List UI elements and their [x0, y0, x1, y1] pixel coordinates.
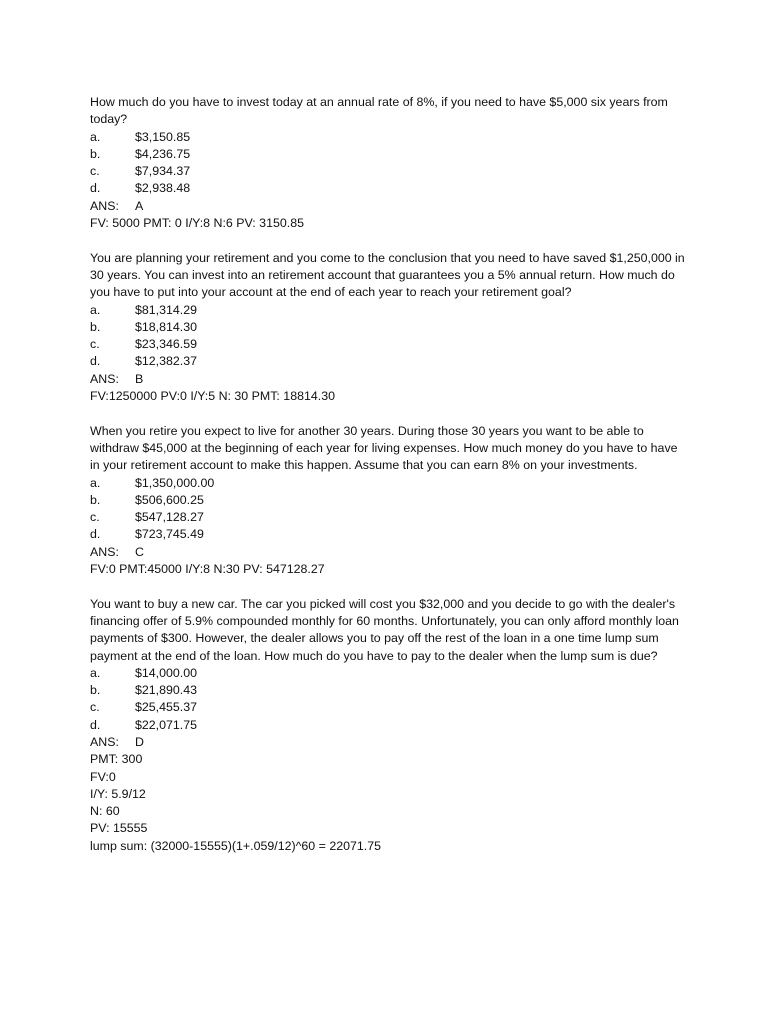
question-1-answer	[90, 198, 690, 215]
question-4-work-n: N: 60	[90, 804, 120, 819]
question-4-work-iy: I/Y: 5.9/12	[90, 786, 146, 801]
question-4-choice-b	[90, 682, 690, 699]
question-1-choice-d	[90, 180, 690, 197]
answer-letter: B	[135, 371, 144, 386]
question-3-choice-c	[90, 509, 690, 526]
question-4-choice-d	[90, 717, 690, 734]
question-2-choice-a	[90, 302, 690, 319]
choice-value: $21,890.43	[135, 683, 198, 698]
question-2-choice-b	[90, 319, 690, 336]
choice-letter: c.	[90, 510, 100, 525]
question-3-stem: When you retire you expect to live for another 30 years. During those 30 years you want to be able to withdraw $45,000 at the beginning of each year for living expenses. How much money do you have to have in your retirement account to make this happen. Assume that you can earn 8% on your investments.	[90, 423, 678, 473]
question-1	[90, 94, 690, 232]
answer-letter: A	[135, 198, 144, 213]
choice-letter: c.	[90, 700, 100, 715]
choice-value: $3,150.85	[135, 129, 191, 144]
choice-value: $4,236.75	[135, 146, 191, 161]
question-4-answer	[90, 734, 690, 751]
question-1-work-line: FV: 5000 PMT: 0 I/Y:8 N:6 PV: 3150.85	[90, 216, 304, 231]
choice-letter: a.	[90, 302, 101, 317]
answer-letter: D	[135, 734, 144, 749]
question-2-choice-c	[90, 336, 690, 353]
choice-letter: c.	[90, 164, 100, 179]
question-2-answer	[90, 371, 690, 388]
question-2	[90, 250, 690, 406]
choice-value: $506,600.25	[135, 492, 204, 507]
choice-letter: b.	[90, 492, 101, 507]
question-4-stem: You want to buy a new car. The car you picked will cost you $32,000 and you decide to go with the dealer's financing offer of 5.9% compounded monthly for 60 months. Unfortunately, you can only afford monthly loan payments of $300. However, the dealer allows you to pay off the rest of the loan in a one time lump sum payment at the end of the loan. How much do you have to pay to the dealer when the lump sum is due?	[90, 596, 679, 663]
question-1-stem: How much do you have to invest today at an annual rate of 8%, if you need to have $5,000 six years from today?	[90, 95, 668, 127]
question-2-stem: You are planning your retirement and you come to the conclusion that you need to have saved $1,250,000 in 30 years. You can invest into an retirement account that guarantees you a 5% annual return. How much do you have to put into your account at the end of each year to reach your retirement goal?	[90, 250, 685, 300]
question-1-choice-c	[90, 163, 690, 180]
choice-letter: b.	[90, 319, 101, 334]
question-4-work-pv: PV: 15555	[90, 821, 148, 836]
choice-letter: a.	[90, 129, 101, 144]
choice-value: $22,071.75	[135, 717, 198, 732]
question-4-work-lump-sum: lump sum: (32000-15555)(1+.059/12)^60 = 22071.75	[90, 838, 381, 853]
choice-value: $723,745.49	[135, 527, 204, 542]
question-3-choice-d	[90, 526, 690, 543]
question-3-choice-a	[90, 475, 690, 492]
choice-letter: d.	[90, 717, 101, 732]
choice-value: $14,000.00	[135, 665, 198, 680]
question-4-work-pmt: PMT: 300	[90, 752, 143, 767]
choice-letter: d.	[90, 354, 101, 369]
choice-letter: b.	[90, 683, 101, 698]
choice-value: $81,314.29	[135, 302, 198, 317]
choice-letter: c.	[90, 337, 100, 352]
choice-value: $547,128.27	[135, 510, 204, 525]
choice-value: $25,455.37	[135, 700, 198, 715]
choice-letter: d.	[90, 181, 101, 196]
choice-letter: b.	[90, 146, 101, 161]
question-4	[90, 596, 690, 855]
document-page	[90, 94, 690, 872]
question-3-choice-b	[90, 492, 690, 509]
choice-value: $2,938.48	[135, 181, 191, 196]
choice-letter: d.	[90, 527, 101, 542]
choice-value: $12,382.37	[135, 354, 198, 369]
question-2-choice-d	[90, 353, 690, 370]
question-4-choice-c	[90, 699, 690, 716]
question-3-answer	[90, 544, 690, 561]
question-2-work-line: FV:1250000 PV:0 I/Y:5 N: 30 PMT: 18814.30	[90, 389, 335, 404]
choice-value: $23,346.59	[135, 337, 198, 352]
answer-label: ANS:	[90, 544, 119, 559]
question-3-work-line: FV:0 PMT:45000 I/Y:8 N:30 PV: 547128.27	[90, 562, 325, 577]
choice-letter: a.	[90, 475, 101, 490]
question-4-work-fv: FV:0	[90, 769, 116, 784]
choice-value: $7,934.37	[135, 164, 191, 179]
question-1-choice-b	[90, 146, 690, 163]
answer-label: ANS:	[90, 198, 119, 213]
question-4-choice-a	[90, 665, 690, 682]
choice-value: $18,814.30	[135, 319, 198, 334]
question-1-choice-a	[90, 129, 690, 146]
choice-value: $1,350,000.00	[135, 475, 215, 490]
answer-letter: C	[135, 544, 144, 559]
question-3	[90, 423, 690, 579]
answer-label: ANS:	[90, 734, 119, 749]
choice-letter: a.	[90, 665, 101, 680]
answer-label: ANS:	[90, 371, 119, 386]
